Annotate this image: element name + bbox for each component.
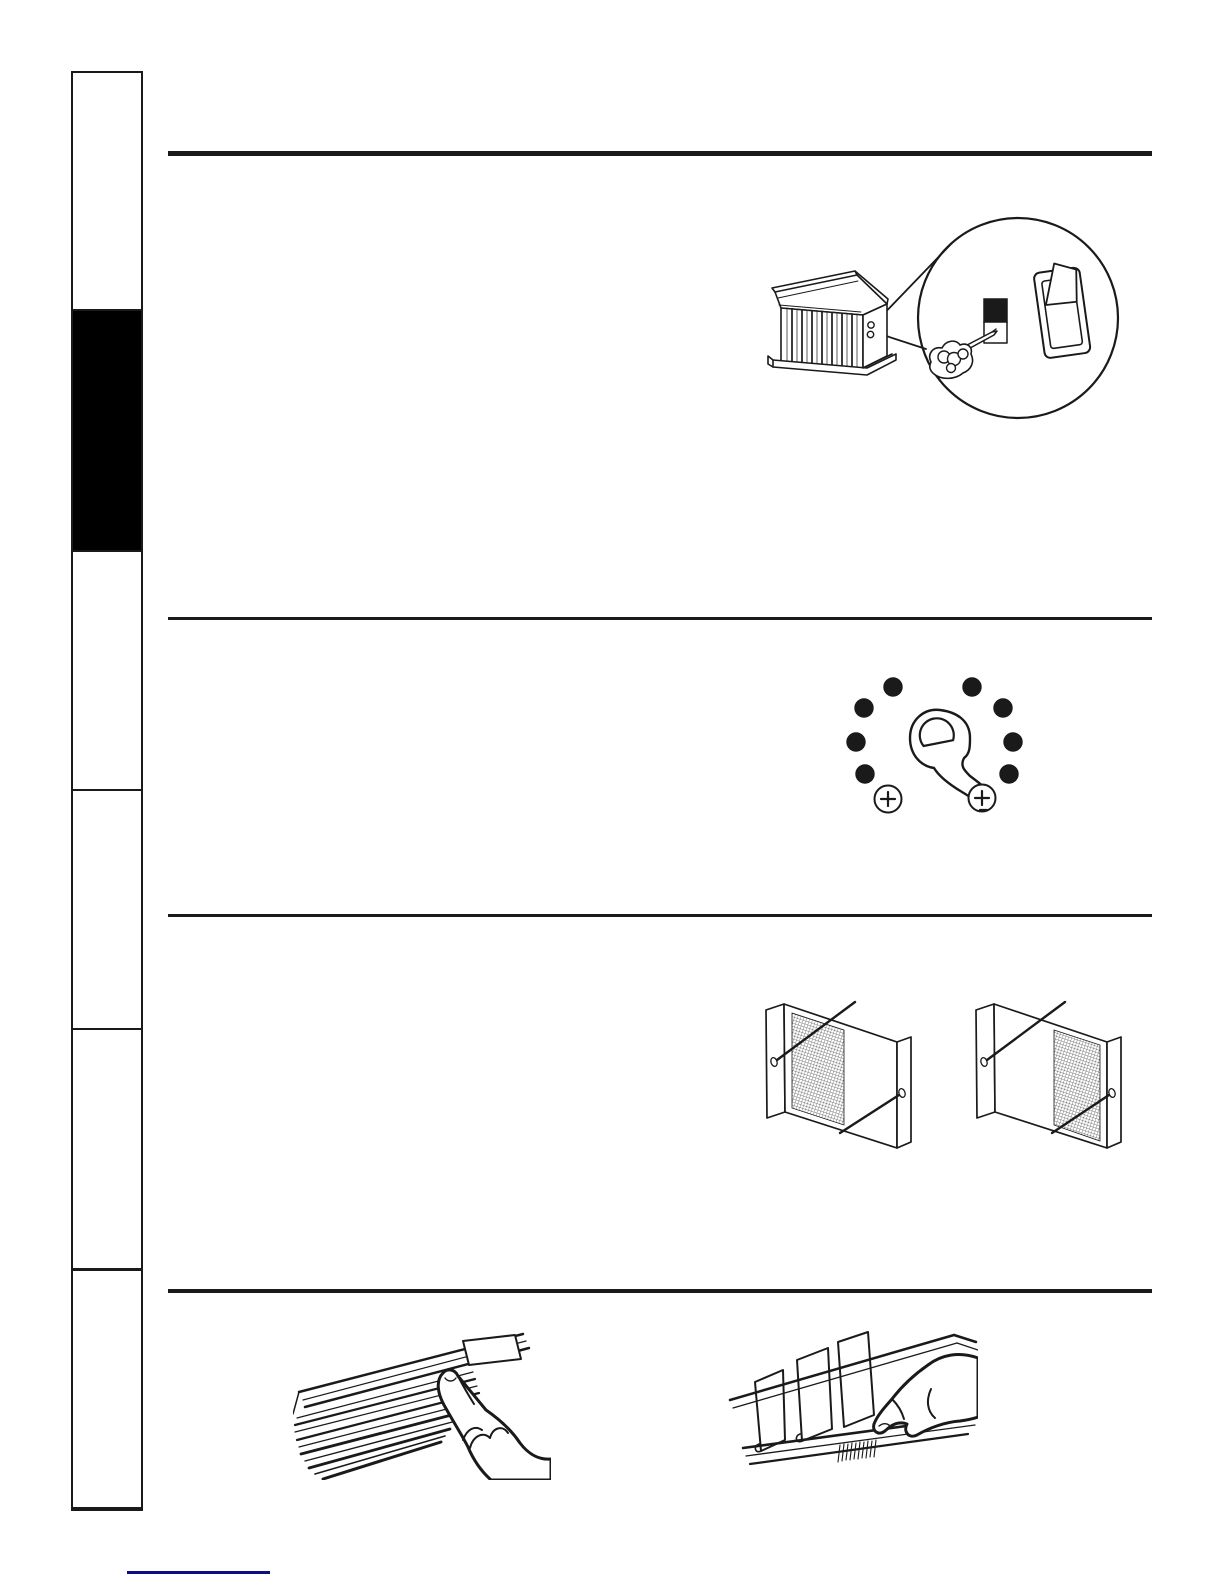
thermostat-dial-drawing xyxy=(828,658,1052,822)
unit-switch-drawing xyxy=(745,208,1130,423)
figure-unit-switch xyxy=(745,208,1130,423)
hand-grille-drawing xyxy=(293,1328,551,1480)
chapter-tab-6 xyxy=(73,1271,141,1507)
chapter-tab-1 xyxy=(73,73,141,311)
figure-hand-grille xyxy=(293,1328,551,1480)
section-rule-2 xyxy=(168,617,1152,620)
grille-flap xyxy=(463,1335,521,1365)
pressing-hand-icon xyxy=(438,1370,551,1480)
screw-right-icon xyxy=(969,785,996,812)
chapter-tab-2 xyxy=(73,311,141,552)
section-rule-1 xyxy=(168,151,1152,156)
chapter-tab-5 xyxy=(73,1030,141,1271)
section-rule-3 xyxy=(168,914,1152,917)
figure-air-filters xyxy=(740,990,1135,1160)
figure-hand-vanes xyxy=(728,1330,978,1475)
screw-left-icon xyxy=(875,786,902,813)
footer-navy-rule xyxy=(127,1571,270,1574)
adjusting-hand-icon xyxy=(874,1354,978,1436)
filter-right-icon xyxy=(976,1002,1121,1148)
section-rule-4 xyxy=(168,1289,1152,1293)
hand-vanes-drawing xyxy=(728,1330,978,1475)
filter-left-icon xyxy=(766,1002,911,1148)
chapter-tab-4 xyxy=(73,791,141,1030)
heater-unit-icon xyxy=(768,271,896,375)
chapter-tab-rail xyxy=(71,71,143,1511)
chapter-tab-3 xyxy=(73,552,141,791)
figure-thermostat-dial xyxy=(828,658,1052,822)
air-filters-drawing xyxy=(740,990,1135,1160)
